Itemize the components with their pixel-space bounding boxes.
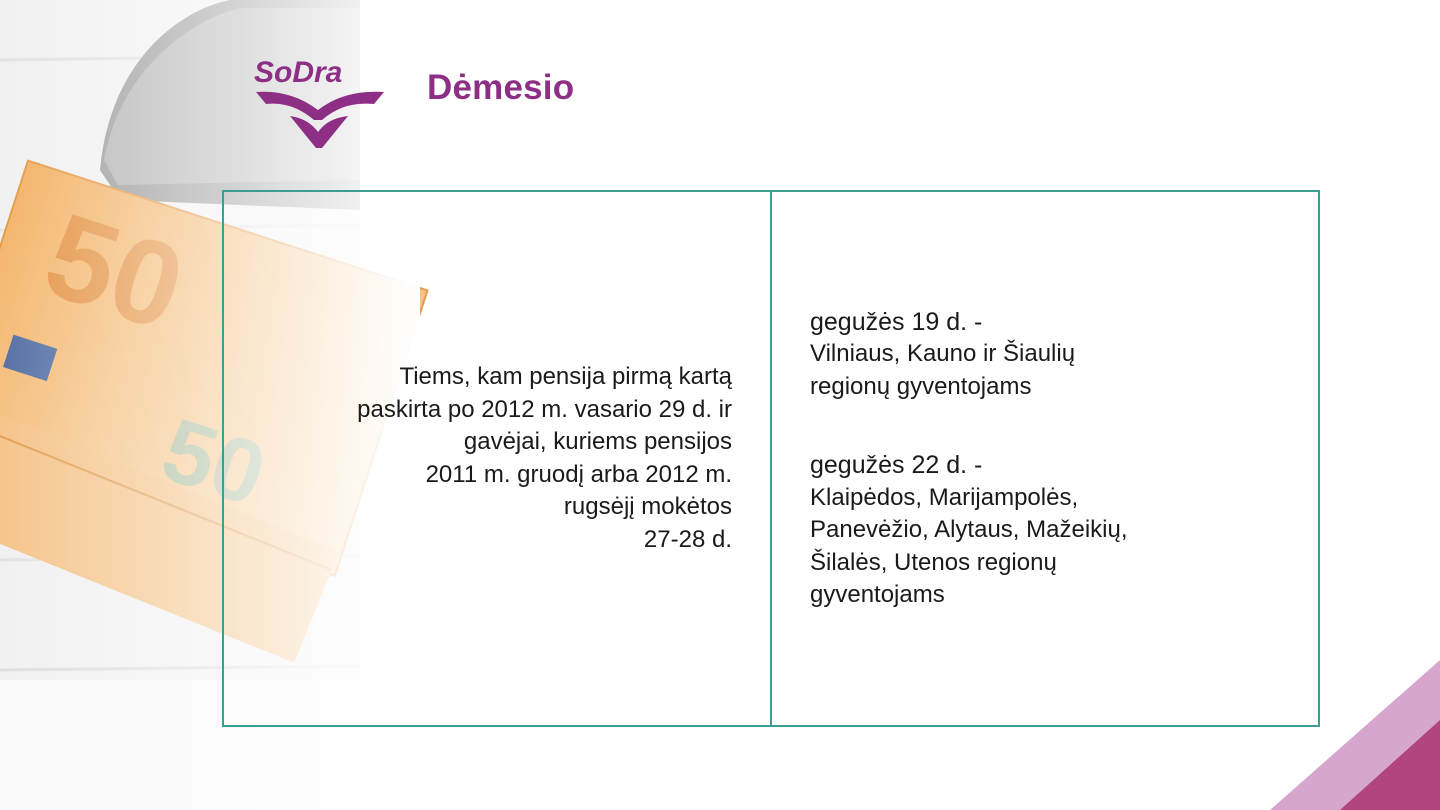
schedule-entry <box>810 449 1128 612</box>
page-title: Dėmesio <box>427 68 575 107</box>
schedule-entry <box>810 306 1128 404</box>
eligibility-text: Tiems, kam pensija pirmą kartą paskirta po 2012 m. vasario 29 d. ir gavėjai, kuriems pensijos 2011 m. gruodį arba 2012 m. rugsėjį mokėtos 27-28 d. <box>357 363 732 553</box>
table-cell-eligibility <box>224 192 772 725</box>
schedule-list <box>810 306 1128 612</box>
schedule-date: gegužės 19 d. - <box>810 307 983 336</box>
schedule-regions: Klaipėdos, Marijampolės, Panevėžio, Alytaus, Mažeikių, Šilalės, Utenos regionų gyventojams <box>810 483 1128 608</box>
sodra-logo <box>252 58 388 150</box>
schedule-date: gegužės 22 d. - <box>810 451 983 479</box>
info-table <box>222 190 1320 727</box>
schedule-regions: Vilniaus, Kauno ir Šiaulių regionų gyventojams <box>810 340 1076 400</box>
table-cell-schedule <box>772 192 1318 725</box>
logo-wordmark: SoDra <box>254 58 343 89</box>
